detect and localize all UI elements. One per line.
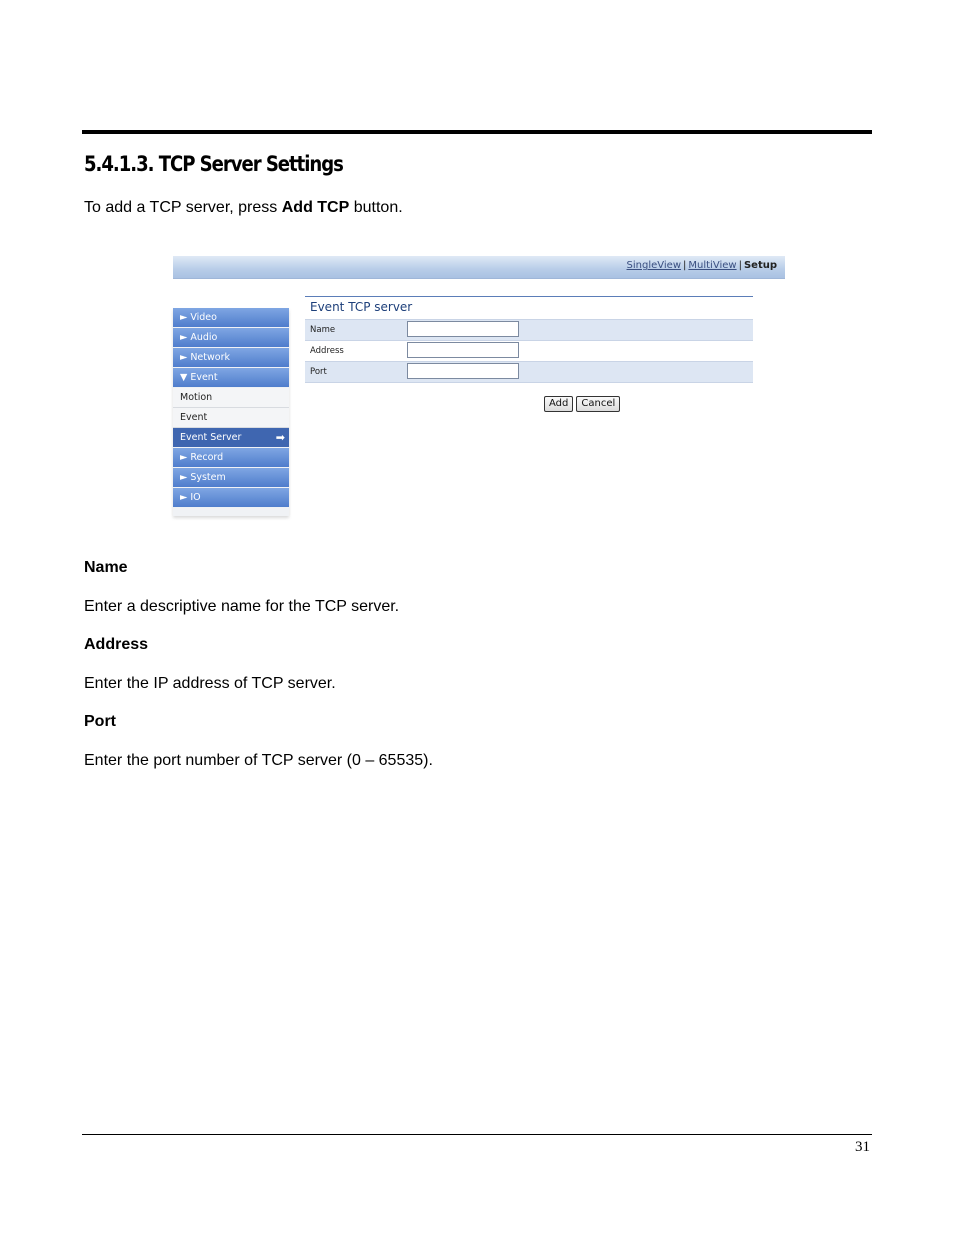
intro-text-end: button.: [349, 199, 403, 216]
page-number: 31: [855, 1139, 870, 1155]
definition-term-port: Port: [84, 713, 116, 730]
address-row: [305, 341, 753, 362]
name-row: [305, 320, 753, 341]
top-rule: [82, 130, 872, 134]
sidebar-item-video[interactable]: ► Video: [173, 308, 289, 327]
address-input[interactable]: [407, 342, 519, 358]
nav-separator: |: [683, 260, 687, 271]
top-bar: [173, 256, 785, 279]
sidebar-menu: [173, 308, 289, 516]
sidebar-item-network[interactable]: ► Network: [173, 348, 289, 367]
footer-rule: [82, 1134, 872, 1135]
add-button[interactable]: Add: [544, 396, 573, 412]
intro-text: To add a TCP server, press: [84, 199, 282, 216]
tcp-server-panel: [305, 296, 753, 383]
intro-paragraph: [84, 199, 403, 217]
sidebar-item-event[interactable]: ▼ Event: [173, 368, 289, 387]
sidebar-item-event-sub[interactable]: Event: [173, 408, 289, 428]
intro-bold-text: Add TCP: [281, 199, 350, 216]
panel-title: Event TCP server: [305, 296, 753, 320]
sidebar-item-io[interactable]: ► IO: [173, 488, 289, 507]
sidebar-item-audio[interactable]: ► Audio: [173, 328, 289, 347]
arrow-right-icon: ➡: [275, 431, 285, 444]
definition-desc-address: Enter the IP address of TCP server.: [84, 675, 336, 692]
definition-term-name: Name: [84, 559, 128, 576]
singleview-link[interactable]: SingleView: [626, 260, 682, 271]
name-input[interactable]: [407, 321, 519, 337]
name-label: Name: [310, 325, 336, 335]
sidebar-item-system[interactable]: ► System: [173, 468, 289, 487]
setup-link[interactable]: Setup: [743, 260, 777, 271]
multiview-link[interactable]: MultiView: [688, 260, 737, 271]
definition-desc-port: Enter the port number of TCP server (0 – 65535).: [84, 752, 433, 769]
top-nav: [627, 260, 777, 271]
sidebar-item-label: Event Server: [180, 432, 242, 443]
definition-term-address: Address: [84, 636, 149, 653]
port-input[interactable]: [407, 363, 519, 379]
sidebar-item-motion[interactable]: Motion: [173, 388, 289, 408]
port-row: [305, 362, 753, 383]
sidebar-item-record[interactable]: ► Record: [173, 448, 289, 467]
nav-separator: |: [738, 260, 742, 271]
cancel-button[interactable]: Cancel: [576, 396, 620, 412]
port-label: Port: [310, 367, 327, 377]
address-label: Address: [310, 346, 344, 356]
form-buttons: [544, 393, 623, 412]
section-heading: 5.4.1.3. TCP Server Settings: [84, 152, 343, 176]
sidebar-item-event-server[interactable]: [173, 428, 289, 447]
definition-desc-name: Enter a descriptive name for the TCP server.: [84, 598, 400, 615]
ui-screenshot: [173, 256, 785, 518]
